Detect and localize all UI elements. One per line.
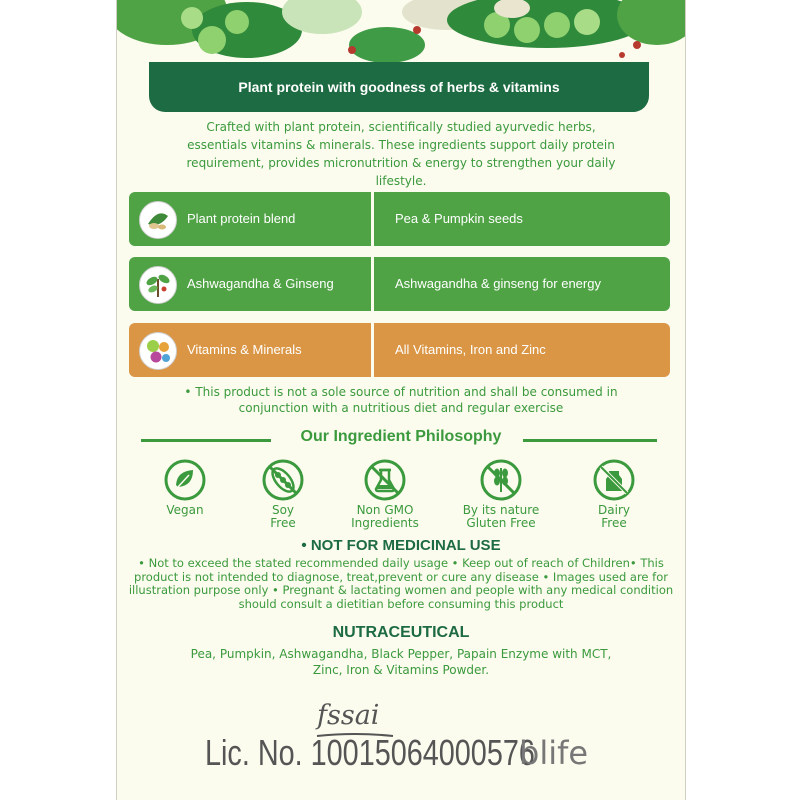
brand-logo: blife	[519, 734, 589, 772]
soy-free-icon	[261, 458, 305, 502]
vegan-leaf-icon	[163, 458, 207, 502]
row-divider	[371, 323, 374, 377]
row-divider	[371, 192, 374, 246]
row-value: Ashwagandha & ginseng for energy	[395, 276, 601, 291]
row-label: Vitamins & Minerals	[187, 342, 302, 357]
fssai-logo: fssai	[317, 700, 380, 731]
headline-text: Plant protein with goodness of herbs & vitamins	[238, 79, 560, 95]
philosophy-divider-left	[141, 439, 271, 442]
ingredient-row-vitamins	[129, 323, 670, 377]
dairy-free-icon	[592, 458, 636, 502]
philosophy-label-vegan: Vegan	[166, 503, 204, 517]
herb-plant-icon	[139, 266, 177, 304]
philosophy-divider-right	[523, 439, 657, 442]
nutraceutical-title: NUTRACEUTICAL	[332, 624, 470, 641]
usage-warnings: • Not to exceed the stated recommended daily usage • Keep out of reach of Children• This product is not intended to diagnose, treat,prevent or cure any disease • Images used are for illustration purpose only • Pregnant & lactating women and people with any medical condition should consult a dietitian before consuming this product	[128, 556, 674, 611]
philosophy-title: Our Ingredient Philosophy	[300, 428, 502, 445]
intro-paragraph: Crafted with plant protein, scientifically studied ayurvedic herbs, essentials vitamins & minerals. These ingredients support daily protein requirement, provides micronutrition & energy to strengthen your daily lifestyle.	[186, 120, 616, 188]
license-number: Lic. No. 10015064000576	[205, 732, 535, 773]
not-for-medicinal-use: • NOT FOR MEDICINAL USE	[301, 537, 501, 554]
headline-banner	[149, 62, 649, 112]
seeds-icon	[139, 201, 177, 239]
row-value: All Vitamins, Iron and Zinc	[395, 342, 546, 357]
ingredient-row-plant-protein	[129, 192, 670, 246]
row-divider	[371, 257, 374, 311]
nutrition-disclaimer: • This product is not a sole source of nutrition and shall be consumed in conjunction with a nutritious diet and regular exercise	[184, 385, 618, 415]
pea-pod-illustration	[117, 0, 685, 70]
gluten-free-icon	[479, 458, 523, 502]
product-label-panel	[116, 0, 686, 800]
row-label: Plant protein blend	[187, 211, 296, 226]
row-value: Pea & Pumpkin seeds	[395, 211, 523, 226]
philosophy-label-soy-free: Soy Free	[270, 503, 296, 530]
ingredients-list: Pea, Pumpkin, Ashwagandha, Black Pepper, Papain Enzyme with MCT, Zinc, Iron & Vitamins Powder.	[190, 647, 612, 677]
vitamin-capsules-icon	[139, 332, 177, 370]
philosophy-label-non-gmo: Non GMO Ingredients	[351, 503, 419, 530]
philosophy-label-gluten-free: By its nature Gluten Free	[462, 503, 540, 530]
row-label: Ashwagandha & Ginseng	[187, 276, 334, 291]
ingredient-row-ashwagandha	[129, 257, 670, 311]
non-gmo-icon	[363, 458, 407, 502]
philosophy-label-dairy-free: Dairy Free	[598, 503, 630, 530]
